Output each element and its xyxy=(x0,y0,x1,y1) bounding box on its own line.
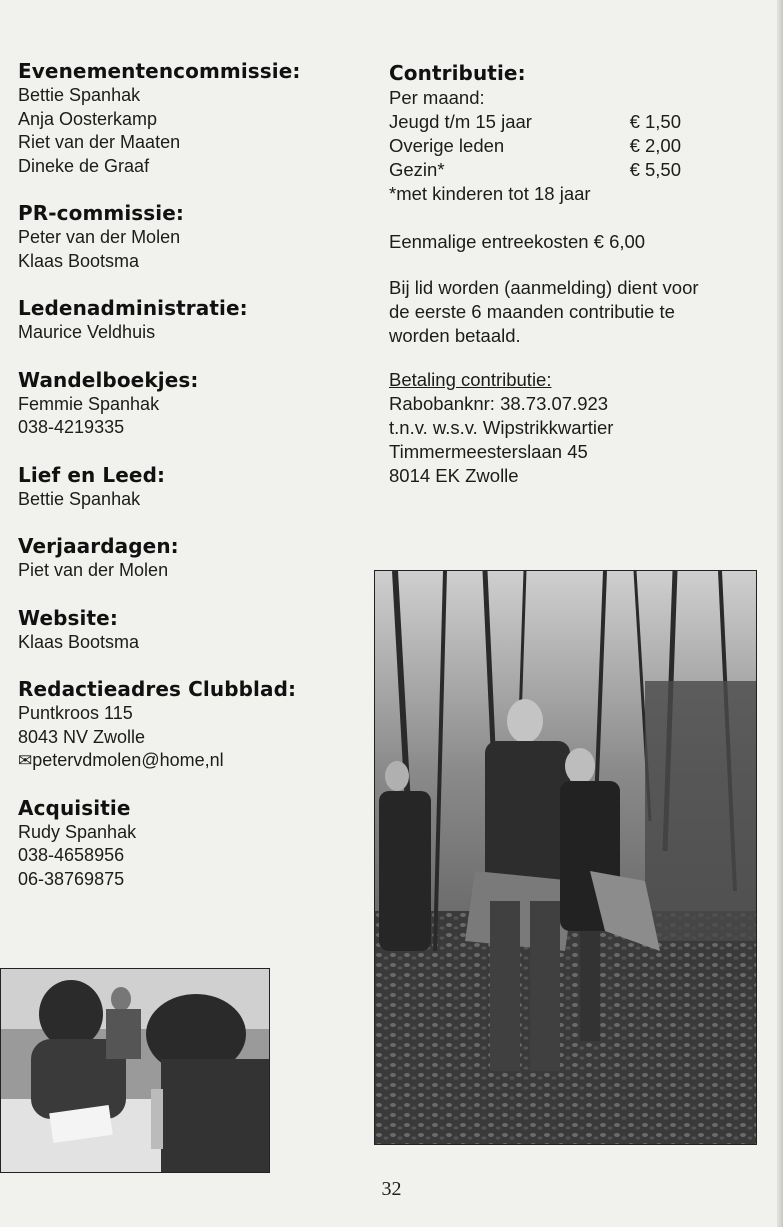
contributie-heading: Contributie: xyxy=(389,61,526,85)
section-heading: Ledenadministratie: xyxy=(18,296,248,320)
section-redactieadres xyxy=(18,676,348,773)
payment-line: Rabobanknr: 38.73.07.923 xyxy=(389,393,609,414)
price-row xyxy=(389,158,681,182)
page-edge xyxy=(777,0,783,1227)
section-website xyxy=(18,605,348,655)
section-line: Piet van der Molen xyxy=(18,560,169,580)
section-line: Anja Oosterkamp xyxy=(18,108,158,129)
payment-line: t.n.v. w.s.v. Wipstrikkwartier xyxy=(389,417,614,438)
section-heading: Acquisitie xyxy=(18,795,131,820)
section-heading: Wandelboekjes: xyxy=(18,367,199,392)
section-acquisitie xyxy=(18,795,348,892)
footnote: *met kinderen tot 18 jaar xyxy=(389,183,591,204)
page-number: 32 xyxy=(381,1178,402,1200)
section-line: Peter van der Molen xyxy=(18,227,181,247)
payment-heading: Betaling contributie: xyxy=(389,369,552,390)
section-evenementencommissie xyxy=(18,58,348,178)
payment-line: Timmermeesterslaan 45 xyxy=(389,441,588,462)
section-line: Maurice Veldhuis xyxy=(18,322,156,342)
note-line: worden betaald. xyxy=(389,325,521,346)
envelope-icon: ✉ xyxy=(18,751,33,770)
price-label: Jeugd t/m 15 jaar xyxy=(389,111,532,132)
meeting-photo xyxy=(0,968,270,1173)
left-column xyxy=(18,58,348,913)
section-heading: Website: xyxy=(18,605,118,630)
section-line: Bettie Spanhak xyxy=(18,488,141,509)
note-line: de eerste 6 maanden contributie te xyxy=(389,301,675,322)
section-line: 8043 NV Zwolle xyxy=(18,726,146,747)
section-pr-commissie xyxy=(18,200,348,273)
section-line: Klaas Bootsma xyxy=(18,631,140,652)
section-heading: Verjaardagen: xyxy=(18,534,179,558)
forest-walk-photo xyxy=(374,570,757,1145)
entry-fee: Eenmalige entreekosten € 6,00 xyxy=(389,231,646,252)
section-line: Dineke de Graaf xyxy=(18,155,150,176)
price-amount: € 5,50 xyxy=(629,159,681,180)
price-label: Overige leden xyxy=(389,135,505,156)
email-line xyxy=(18,749,348,773)
section-line: Riet van der Maaten xyxy=(18,132,181,152)
section-verjaardagen xyxy=(18,533,348,583)
section-line: Bettie Spanhak xyxy=(18,85,141,105)
price-row xyxy=(389,110,681,134)
right-column xyxy=(389,60,759,488)
section-line: 06-38769875 xyxy=(18,868,125,889)
section-line: 038-4658956 xyxy=(18,845,125,865)
price-amount: € 2,00 xyxy=(629,135,681,156)
section-line: Femmie Spanhak xyxy=(18,393,160,414)
section-line: Klaas Bootsma xyxy=(18,250,140,271)
price-label: Gezin* xyxy=(389,159,445,180)
section-wandelboekjes xyxy=(18,367,348,440)
section-heading: Lief en Leed: xyxy=(18,462,166,487)
section-line: Rudy Spanhak xyxy=(18,821,137,842)
section-heading: Redactieadres Clubblad: xyxy=(18,677,297,701)
per-month-label: Per maand: xyxy=(389,87,485,108)
membership-note xyxy=(389,276,759,348)
price-row xyxy=(389,134,681,158)
payment-block xyxy=(389,368,759,488)
payment-line: 8014 EK Zwolle xyxy=(389,465,519,486)
section-ledenadministratie xyxy=(18,295,348,345)
section-line: 038-4219335 xyxy=(18,417,125,437)
section-heading: PR-commissie: xyxy=(18,201,185,225)
section-lief-en-leed xyxy=(18,462,348,512)
email-address: petervdmolen@home,nl xyxy=(32,750,224,770)
note-line: Bij lid worden (aanmelding) dient voor xyxy=(389,277,699,298)
price-amount: € 1,50 xyxy=(629,111,681,132)
section-heading: Evenementencommissie: xyxy=(18,59,301,83)
section-line: Puntkroos 115 xyxy=(18,703,133,723)
